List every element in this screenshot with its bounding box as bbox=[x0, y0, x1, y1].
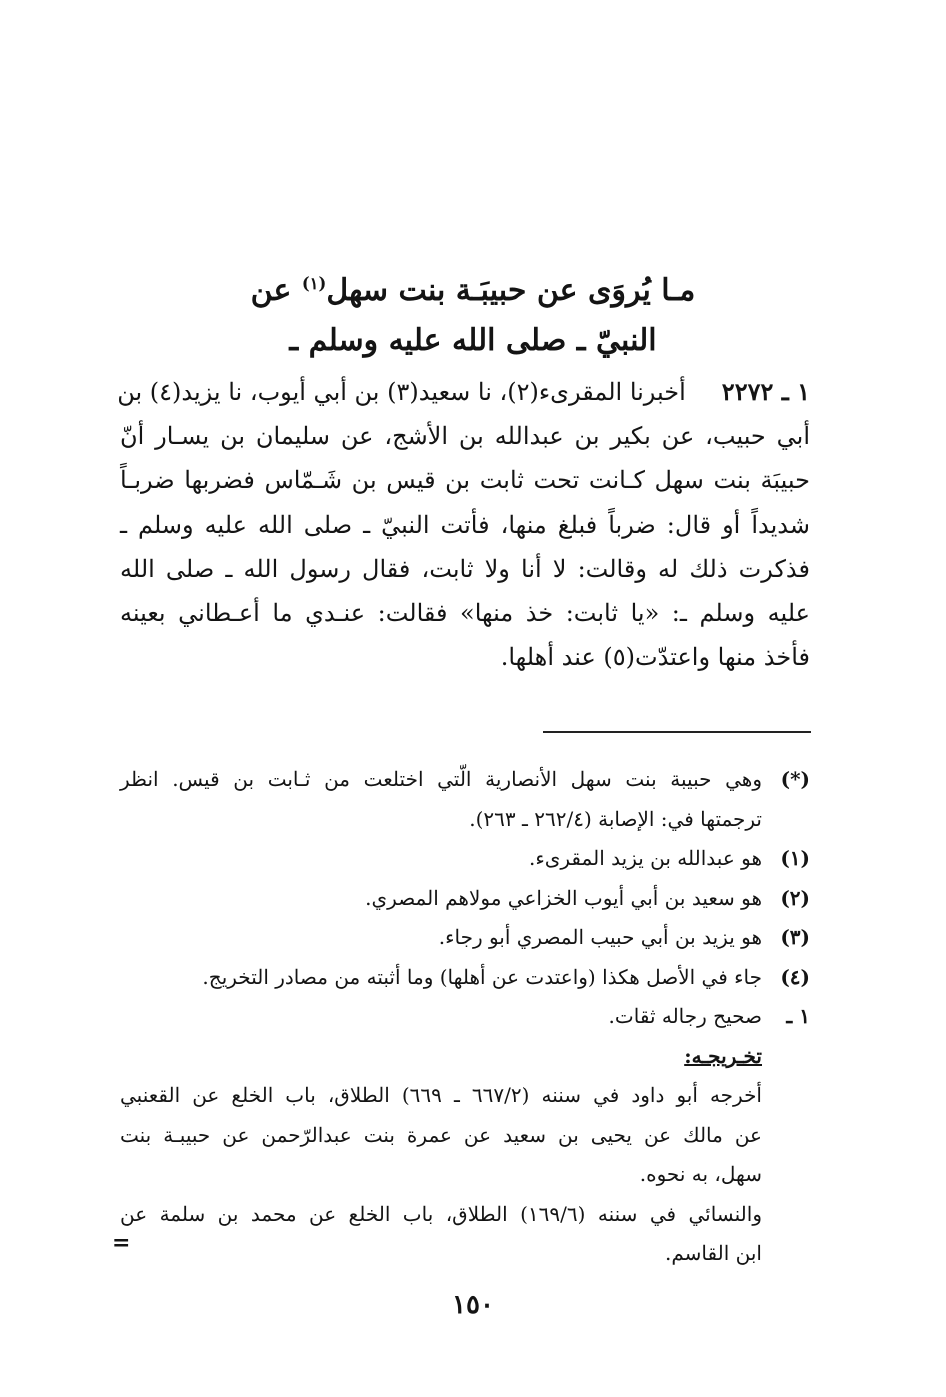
takhrij-line: والنسائي في سننه (١٦٩/٦) الطلاق، باب الخلع عن محمد بن سلمة عن bbox=[120, 1201, 762, 1226]
hadith-text bbox=[117, 370, 810, 679]
hadith-line: فأخذ منها واعتدّت(٥) عند أهلها. bbox=[500, 643, 810, 672]
footnote-line: وهي حبيبة بنت سهل الأنصارية الّتي اختلعت من ثـابت بن قيس. انظر bbox=[120, 767, 762, 791]
footnote bbox=[120, 958, 810, 998]
hadith-line: فذكرت ذلك له وقالت: لا أنا ولا ثابت، فقال رسول الله ـ صلى الله bbox=[120, 554, 810, 583]
hadith-line: أبي حبيب، عن بكير بن عبدالله بن الأشج، عن سليمان بن يسـار أنّ bbox=[120, 422, 810, 451]
footnote bbox=[120, 997, 810, 1037]
footnote-mark: (*) bbox=[780, 767, 810, 791]
footnote bbox=[120, 760, 810, 839]
takhrij-line: ابن القاسم. bbox=[665, 1241, 762, 1265]
hadith-line: حبيبَة بنت سهل كـانت تحت ثابت بن قيس بن شَـمّاس فضربها ضربـاً bbox=[120, 466, 810, 495]
footnote bbox=[120, 918, 810, 958]
footnote-line: صحيح رجاله ثقات. bbox=[608, 1004, 762, 1028]
footnote-mark: (٤) bbox=[780, 964, 810, 989]
footnote-mark: (١) bbox=[780, 846, 810, 870]
page-number: ١٥٠ bbox=[452, 1290, 494, 1320]
hadith-line: ١ ـ ٢٢٧٢أخبرنا المقرىء(٢)، نا سعيد(٣) بن أبي أيوب، نا يزيد(٤) بن bbox=[117, 377, 810, 406]
hadith-line: عليه وسلم ـ: «يا ثابت: خذ منها» فقالت: عنـدي ما أعـطاني بعينه bbox=[120, 599, 810, 628]
takhrij-line: سهل، به نحوه. bbox=[639, 1162, 762, 1186]
footnote-separator bbox=[543, 731, 811, 733]
footnote-line: جاء في الأصل هكذا (واعتدت عن أهلها) وما أثبته من مصادر التخريج. bbox=[202, 964, 762, 989]
footnote-line: هو يزيد بن أبي حبيب المصري أبو رجاء. bbox=[438, 925, 762, 949]
footnote bbox=[120, 839, 810, 879]
footnote-line: هو سعيد بن أبي أيوب الخزاعي مولاهم المصري. bbox=[365, 885, 762, 910]
chapter-title-end: عن bbox=[250, 273, 302, 308]
footnote-mark: (٣) bbox=[780, 925, 810, 949]
footnote-line: هو عبدالله بن يزيد المقرىء. bbox=[528, 846, 762, 870]
chapter-title-text: مـا يُروَى عن حبيبَـة بنت سهل bbox=[326, 273, 696, 308]
takhrij-heading: تخـريجـه: bbox=[684, 1043, 762, 1068]
footnote-mark: (٢) bbox=[780, 885, 810, 910]
footnote-line: ترجمتها في: الإصابة (٢٦٢/٤ ـ ٢٦٣). bbox=[469, 806, 762, 831]
hadith-number: ١ ـ ٢٢٧٢ bbox=[721, 377, 810, 406]
takhrij-line: عن مالك عن يحيى بن سعيد عن عمرة بنت عبدالرّحمن عن حبيبـة بنت bbox=[120, 1122, 762, 1147]
takhrij-line: أخرجه أبو داود في سننه (٦٦٧/٢ ـ ٦٦٩) الطلاق، باب الخلع عن القعنبي bbox=[120, 1083, 762, 1107]
takhrij-section bbox=[120, 1037, 810, 1274]
title-footnote-ref: (١) bbox=[301, 274, 327, 293]
footnotes bbox=[120, 760, 810, 1274]
footnote bbox=[120, 879, 810, 919]
footnote-mark: ١ ـ bbox=[786, 1004, 810, 1028]
continuation-mark: = bbox=[112, 1230, 131, 1256]
chapter-title-line-2: النبيّ ـ صلى الله عليه وسلم ـ bbox=[289, 323, 657, 358]
chapter-title-line-1 bbox=[180, 268, 766, 314]
hadith-line: شديداً أو قال: ضرباً فبلغ منها، فأتت النبيّ ـ صلى الله عليه وسلم ـ bbox=[120, 510, 810, 539]
